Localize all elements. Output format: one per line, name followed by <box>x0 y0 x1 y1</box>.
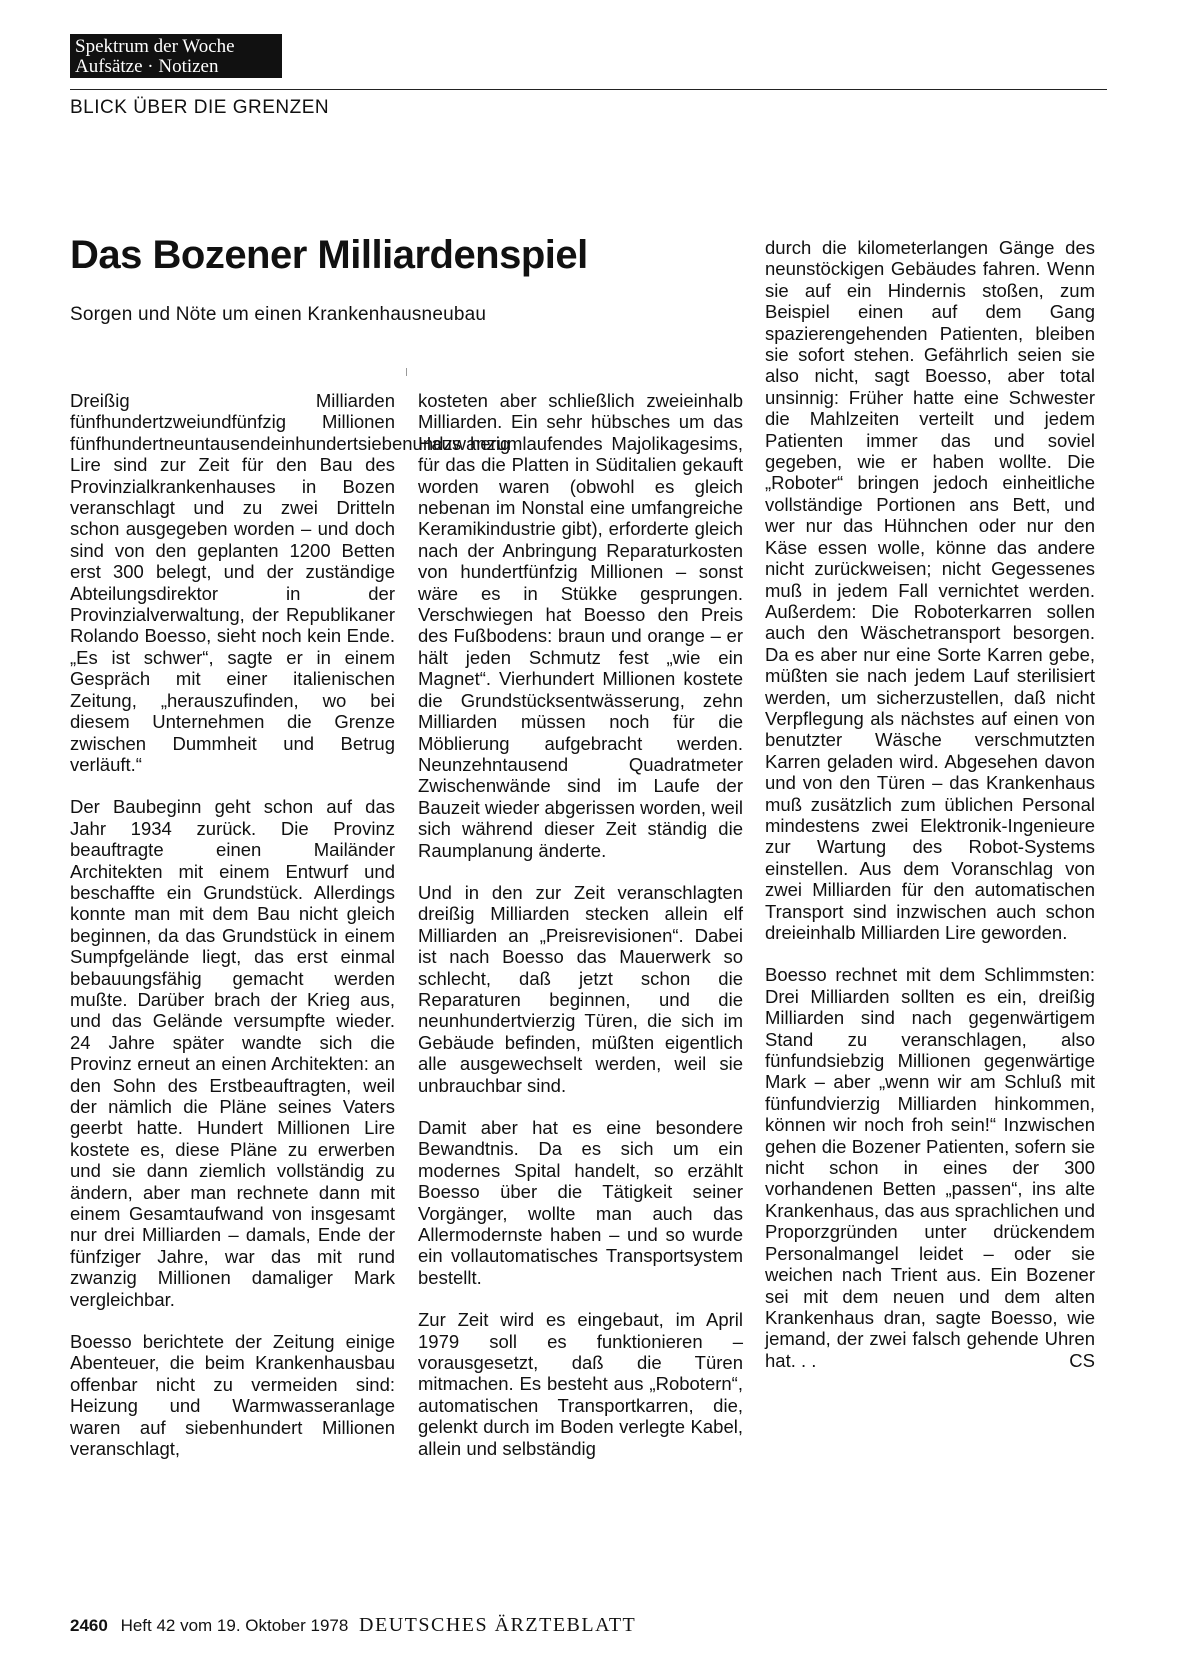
column-3 <box>765 237 1095 1392</box>
paragraph-text: Boesso rechnet mit dem Schlimmsten: Drei Milliarden sollten es ein, dreißig Milliarden sind nach gegenwärtigem Stand zu veranschlagen, also fünfundsiebzig Millionen gegenwärtige Mark – aber „wenn wir am Schluß mit fünfundvierzig Milliarden hinkommen, können wir noch froh sein!“ Inzwischen gehen die Bozener Patienten, sofern sie nicht schon in eines der 300 vorhandenen Betten „passen“, ins alte Krankenhaus, das aus sprachlichen und Proporzgründen unter drückendem Personalmangel leidet – oder sie weichen nach Trient aus. Ein Bozener sei mit dem neuen und dem alten Krankenhaus dran, sagte Boesso, wie jemand, der zwei falsch gehende Uhren hat. . . <box>765 964 1095 1371</box>
article-title: Das Bozener Milliardenspiel <box>70 233 588 277</box>
paragraph: Boesso berichtete der Zeitung einige Abenteuer, die beim Krankenhausbau offenbar nicht zu vermeiden sind: Heizung und Warmwasseranlage waren auf siebenhundert Millionen veranschlagt, <box>70 1331 395 1460</box>
header-rule <box>70 89 1107 90</box>
issue-info: Heft 42 vom 19. Oktober 1978 <box>120 1616 349 1635</box>
paragraph: Damit aber hat es eine besondere Bewandtnis. Da es sich um ein modernes Spital handelt, so erzählt Boesso über die Tätigkeit seiner Vorgänger, wollte man auch das Allermodernste haben – und so wurde ein vollautomatisches Transportsystem bestellt. <box>418 1117 743 1288</box>
paragraph: durch die kilometerlangen Gänge des neunstöckigen Gebäudes fahren. Wenn sie auf ein Hindernis stoßen, zum Beispiel einen auf dem Gang spazierengehenden Patienten, bleiben sie sofort stehen. Gefährlich seien sie also nicht, sagt Boesso, aber total unsinnig: Früher hatte eine Schwester die Mahlzeiten verteilt und jedem Patienten immer das und soviel gegeben, wie er haben wollte. Die „Roboter“ bringen jedoch einheitliche vollständige Portionen ans Bett, und wer nur das Hühnchen oder nur den Käse essen wolle, könne das andere nicht zurückweisen; nicht Gegessenes muß in jedem Fall vernichtet werden. Außerdem: Die Roboterkarren sollen auch den Wäschetransport besorgen. Da es aber nur eine Sorte Karren gebe, müßten sie nach jedem Lauf sterilisiert werden, um sicherzustellen, daß nicht Verpflegung als nächstes auf einen von benutzter Wäsche verschmutzten Karren geladen wird. Abgesehen davon und von den Türen – das Krankenhaus muß zusätzlich zum üblichen Personal mindestens zwei Elektronik-Ingenieure zur Wartung des Robot-Systems einstellen. Aus dem Voranschlag von zwei Milliarden für den automatischen Transport sind inzwischen auch schon dreieinhalb Milliarden Lire geworden. <box>765 237 1095 943</box>
section-badge <box>70 34 282 78</box>
paragraph-last <box>765 964 1095 1371</box>
section-heading: BLICK ÜBER DIE GRENZEN <box>70 97 330 118</box>
author-signature: CS <box>1069 1349 1095 1371</box>
page-footer <box>70 1614 636 1637</box>
paragraph: kosteten aber schließlich zweieinhalb Milliarden. Ein sehr hübsches um das Haus herumlaufendes Majolikagesims, für das die Platten in Süditalien gekauft worden waren (obwohl es gleich nebenan im Nonstal eine umfangreiche Keramikindustrie gibt), erforderte gleich nach der Anbringung Reparaturkosten von hundertfünfzig Millionen – sonst wäre es in Stükke gesprungen. Verschwiegen hat Boesso den Preis des Fußbodens: braun und orange – er hält jeden Schmutz fest „wie ein Magnet“. Vierhundert Millionen kostete die Grundstücksentwässerung, zehn Milliarden müssen noch für die Möblierung aufgebracht werden. Neunzehntausend Quadratmeter Zwischenwände sind im Laufe der Bauzeit wieder abgerissen worden, weil sich während dieser Zeit ständig die Raumplanung änderte. <box>418 390 743 861</box>
publication-name: DEUTSCHES ÄRZTEBLATT <box>359 1614 637 1636</box>
paragraph: Dreißig Milliarden fünfhundertzweiundfünfzig Millionen fünfhundertneuntausendeinhundertsiebenundzwanzig Lire sind zur Zeit für den Bau des Provinzialkrankenhauses in Bozen veranschlagt und zu zwei Dritteln schon ausgegeben worden – und doch sind von den geplanten 1200 Betten erst 300 belegt, und der zuständige Abteilungsdirektor in der Provinzialverwaltung, der Republikaner Rolando Boesso, sieht noch kein Ende. „Es ist schwer“, sagte er in einem Gespräch mit einer italienischen Zeitung, „herauszufinden, wo bei diesem Unternehmen die Grenze zwischen Dummheit und Betrug verläuft.“ <box>70 390 511 775</box>
badge-line-2: Aufsätze · Notizen <box>75 56 219 77</box>
article-subtitle: Sorgen und Nöte um einen Krankenhausneubau <box>70 304 487 325</box>
paragraph: Zur Zeit wird es eingebaut, im April 1979 soll es funktionieren – vorausgesetzt, daß die Türen mitmachen. Es besteht aus „Robotern“, automatischen Transportkarren, die, gelenkt durch im Boden verlegte Kabel, allein und selbständig <box>418 1309 743 1459</box>
paragraph: Der Baubeginn geht schon auf das Jahr 1934 zurück. Die Provinz beauftragte einen Mailänder Architekten mit einem Entwurf und beschaffte ein Grundstück. Allerdings konnte man mit dem Bau nicht gleich beginnen, da das Grundstück in einem Sumpfgelände liegt, das erst einmal bebauungsfähig gemacht werden mußte. Darüber brach der Krieg aus, und das Gelände versumpfte wieder. 24 Jahre später wandte sich die Provinz erneut an einen Architekten: an den Sohn des Erstbeauftragten, weil der nämlich die Pläne seines Vaters geerbt hatte. Hundert Millionen Lire kostete es, diese Pläne zu erwerben und sie dann ziemlich vollständig zu ändern, aber man rechnete dann mit einem Gesamtaufwand von insgesamt nur drei Milliarden – damals, Ende der fünfziger Jahre, war das mit rund zwanzig Millionen damaliger Mark vergleichbar. <box>70 796 395 1310</box>
paragraph: Und in den zur Zeit veranschlagten dreißig Milliarden stecken allein elf Milliarden an „Preisrevisionen“. Dabei ist nach Boesso das Mauerwerk so schlecht, daß jetzt schon die Reparaturen beginnen, und die neunhundertvierzig Türen, die sich im Gebäude befinden, müßten eigentlich alle ausgewechselt werden, weil sie unbrauchbar sind. <box>418 881 743 1096</box>
column-divider-mark <box>406 368 407 376</box>
column-1 <box>70 390 511 1481</box>
badge-line-1: Spektrum der Woche <box>75 36 235 57</box>
column-2 <box>418 390 743 1480</box>
page-number: 2460 <box>70 1616 108 1635</box>
